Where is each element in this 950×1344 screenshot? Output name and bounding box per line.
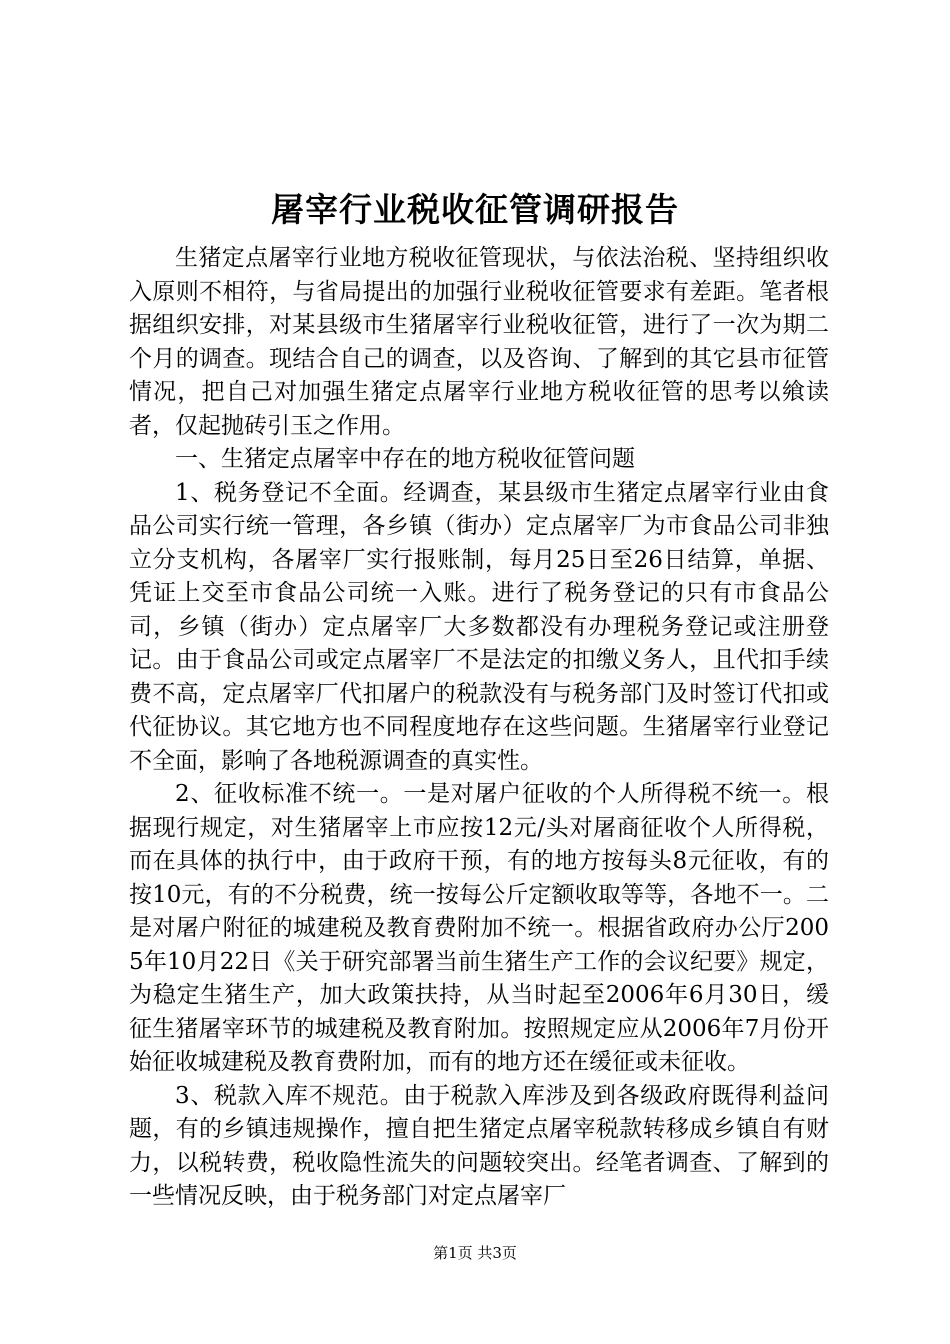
document-title: 屠宰行业税收征管调研报告 xyxy=(271,190,679,229)
section-heading: 一、生猪定点屠宰中存在的地方税收征管问题 xyxy=(175,446,635,472)
intro-paragraph: 生猪定点屠宰行业地方税收征管现状，与依法治税、坚持组织收入原则不相符，与省局提出的加强行业税收征管要求有差距。笔者根据组织安排，对某县级市生猪屠宰行业税收征管，进行了一次为期二个月的调查。现结合自己的调查，以及咨询、了解到的其它县市征管情况，把自己对加强生猪定点屠宰行业地方税收征管的思考以飨读者，仅起抛砖引玉之作用。 xyxy=(129,245,829,439)
issue-paragraph-1: 1、税务登记不全面。经调查，某县级市生猪定点屠宰行业由食品公司实行统一管理，各乡镇（街办）定点屠宰厂为市食品公司非独立分支机构，各屠宰厂实行报账制，每月25日至26日结算，单据、凭证上交至市食品公司统一入账。进行了税务登记的只有市食品公司，乡镇（街办）定点屠宰厂大多数都没有办理税务登记或注册登记。由于食品公司或定点屠宰厂不是法定的扣缴义务人，且代扣手续费不高，定点屠宰厂代扣屠户的税款没有与税务部门及时签订代扣或代征协议。其它地方也不同程度地存在这些问题。生猪屠宰行业登记不全面，影响了各地税源调查的真实性。 xyxy=(129,479,829,774)
issue-paragraph-2: 2、征收标准不统一。一是对屠户征收的个人所得税不统一。根据现行规定，对生猪屠宰上市应按12元/头对屠商征收个人所得税，而在具体的执行中，由于政府干预，有的地方按每头8元征收，有的按10元，有的不分税费，统一按每公斤定额收取等等，各地不一。二是对屠户附征的城建税及教育费附加不统一。根据省政府办公厅2005年10月22日《关于研究部署当前生猪生产工作的会议纪要》规定，为稳定生猪生产，加大政策扶持，从当时起至2006年6月30日，缓征生猪屠宰环节的城建税及教育附加。按照规定应从2006年7月份开始征收城建税及教育费附加，而有的地方还在缓征或未征收。 xyxy=(129,781,829,1075)
document-body xyxy=(129,242,829,1214)
issue-paragraph-3: 3、税款入库不规范。由于税款入库涉及到各级政府既得利益问题，有的乡镇违规操作，擅自把生猪定点屠宰税款转移成乡镇自有财力，以税转费，税收隐性流失的问题较突出。经笔者调查、了解到的一些情况反映，由于税务部门对定点屠宰厂 xyxy=(129,1082,829,1209)
page-number-footer: 第1页 共3页 xyxy=(433,1244,517,1262)
